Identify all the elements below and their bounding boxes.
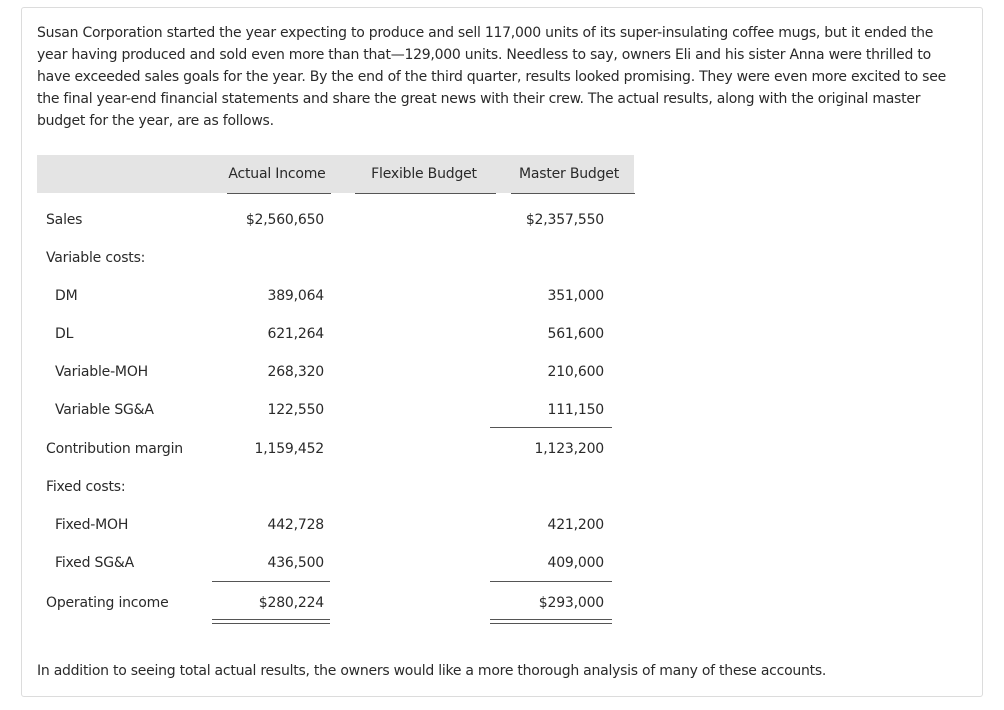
master-value: 561,600 (547, 326, 604, 342)
actual-value: $2,560,650 (245, 212, 324, 228)
actual-value: $280,224 (258, 595, 324, 611)
header-actual-income: Actual Income (228, 166, 326, 182)
subtotal-rule-master (490, 581, 612, 582)
row-variable-costs-heading (37, 239, 634, 277)
master-value: 111,150 (547, 402, 604, 418)
actual-value: 621,264 (267, 326, 324, 342)
master-value: 1,123,200 (534, 441, 604, 457)
master-value: 351,000 (547, 288, 604, 304)
header-master-budget: Master Budget (518, 166, 619, 182)
row-label: Fixed SG&A (55, 555, 134, 571)
header-underline-actual (227, 193, 331, 194)
row-dm (37, 277, 634, 315)
intro-paragraph: Susan Corporation started the year expecting to produce and sell 117,000 units of its super-insulating coffee mugs, but it ended the year having produced and sold even more than that—129,000 units. Needless to say, owners Eli and his sister Anna were thrilled to have exceeded sales goals for the year. By the end of the third quarter, results looked promising. They were even more excited to see the final year-end financial statements and share the great news with their crew. The actual results, along with the original master budget for the year, are as follows. (37, 25, 946, 129)
row-fixed-moh (37, 506, 634, 544)
total-double-rule-master (490, 619, 612, 624)
master-value: 210,600 (547, 364, 604, 380)
master-value: $2,357,550 (525, 212, 604, 228)
row-fixed-sga (37, 544, 634, 582)
subtotal-rule-master (490, 427, 612, 428)
row-label: Fixed-MOH (55, 517, 129, 533)
actual-value: 389,064 (267, 288, 324, 304)
row-variable-moh (37, 353, 634, 391)
row-operating-income (37, 584, 634, 622)
master-value: 409,000 (547, 555, 604, 571)
row-variable-sga (37, 391, 634, 429)
row-label: Variable-MOH (55, 364, 148, 380)
actual-value: 268,320 (267, 364, 324, 380)
row-contribution-margin (37, 430, 634, 468)
row-label: Sales (46, 212, 83, 228)
row-label: DM (55, 288, 78, 304)
row-label: Variable SG&A (55, 402, 154, 418)
total-double-rule-actual (212, 619, 330, 624)
master-value: $293,000 (538, 595, 604, 611)
actual-value: 442,728 (267, 517, 324, 533)
row-label: Variable costs: (46, 250, 146, 266)
actual-value: 122,550 (267, 402, 324, 418)
outro-paragraph: In addition to seeing total actual results, the owners would like a more thorough analysis of many of these accounts. (37, 663, 827, 679)
row-sales (37, 201, 634, 239)
row-dl (37, 315, 634, 353)
row-label: Operating income (46, 595, 169, 611)
row-label: Contribution margin (46, 441, 183, 457)
actual-value: 1,159,452 (254, 441, 324, 457)
problem-card (21, 7, 983, 697)
header-flexible-budget: Flexible Budget (371, 166, 477, 182)
master-value: 421,200 (547, 517, 604, 533)
row-label: DL (55, 326, 74, 342)
header-underline-flexible (355, 193, 496, 194)
row-fixed-costs-heading (37, 468, 634, 506)
header-underline-master (511, 193, 635, 194)
row-label: Fixed costs: (46, 479, 126, 495)
actual-value: 436,500 (267, 555, 324, 571)
table-header (37, 155, 634, 193)
subtotal-rule-actual (212, 581, 330, 582)
